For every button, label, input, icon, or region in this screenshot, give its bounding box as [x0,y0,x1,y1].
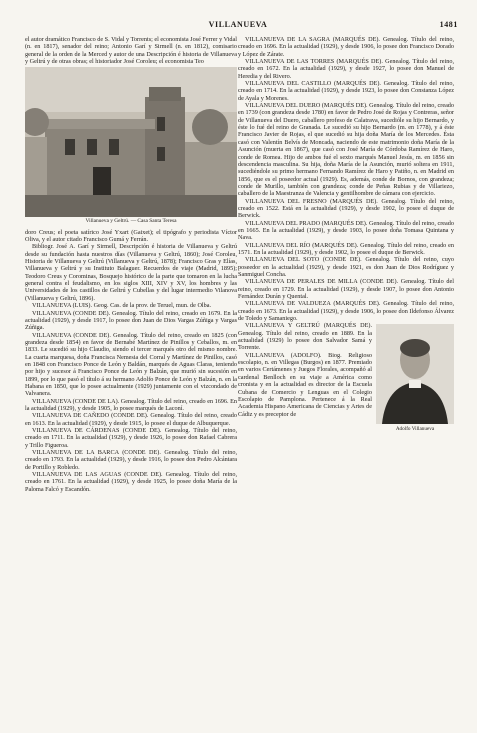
page-title: VILLANUEVA [208,20,268,29]
paragraph: VILLANUEVA (CONDE DE LA). Genealog. Título del reino, creado en 1696. En la actualidad (1929), y desde 1905, lo posee marqués de Laconí. [25,397,237,412]
paragraph: VILLANUEVA (LUIS). Geog. Cas. de la prov. de Teruel, mun. de Olba. [32,302,212,310]
figure-caption: Villanueva y Geltrú. — Casa Santa Teresa [85,218,177,225]
photo-building [25,67,237,217]
paragraph: VILLANUEVA (ADOLFO). Biog. Religioso escolapio, n. en Villegas (Burgos) en 1877. Premiado en varios Certámenes y Juegos Florales, acompañó al cardenal Benlloch en su viaje a América como cronista y en la actualidad es director de la Escuela Cubana de Comercio y Lenguas en el Colegio Escolapio de Pamplona. Pertenece á la Real Academia Hispano Americana de Ciencias y Artes de Cádiz y es preceptor de [238,351,372,418]
portrait-photo [376,324,454,424]
portrait-caption: Adolfo Villanueva [395,426,435,433]
paragraph: VILLANUEVA DEL PRADO (MARQUÉS DE). Genealog. Título del reino, creado en 1665. En la actualidad (1929), y desde 1903, lo posee doña Tomasa Quintana y Nava. [238,219,454,242]
left-column [25,36,237,493]
paragraph: VILLANUEVA DE CAÑEDO (CONDE DE). Genealog. Título del reino, creado en 1613. En la actualidad (1929), y desde 1915, lo posee el duque de Albuquerque. [25,412,237,427]
paragraph: VILLANUEVA DEL DUERO (MARQUÉS DE). Genealog. Título del reino, creado en 1739 (con grandeza desde 1780) en favor de Pedro José de Rojas y Contreras, señor de Villanueva del Duero, caballero profeso de Calatrava, sucedióle su hijo Bernardo, y éste lo fué del reino de Granada. Le sucedió su hijo Bernardo (m. en 1778), y á éste Francisco Javier de Rojas, el que sucedió su hija doña María de los Mercedes. Ésta casó con Valentín Belvís de Moncada, naciendo de este matrimonio doña María de la Asunción (muerta en 1867), que casó con José María de Córdoba Ramírez de Haro, conde de Romea. Hijo de ambos fué el sexto marqués Manuel Jesús, m. en 1856 sin descendencia masculina. Su hija, doña María de la Asunción, murió soltera en 1911, sucediéndole su primo hermano Fernando Ramírez de Haro y Patiño, n. en Madrid en 1856, que es el poseedor actual (1929). Es, además, conde de Bornos, con grandeza; conde de Murillo, también con grandeza; conde de Peñas Rubias y de Villariezo, caballero de la Maestranza de Valencia y gentilhombre de cámara con ejercicio. [238,102,454,198]
paragraph: VILLANUEVA DEL RÍO (MARQUÉS DE). Genealog. Título del reino, creado en 1571. En la actualidad (1929), y desde 1902, lo posee el duque de Berwick. [238,241,454,256]
paragraph: VILLANUEVA DE LA SAGRA (MARQUÉS DE). Genealog. Título del reino, creado en 1696. En la actualidad (1929), y desde 1906, lo posee don Francisco Dorado y López de Zárate. [238,36,454,58]
paragraph: VILLANUEVA DE PERALES DE MILLA (CONDE DE). Genealog. Título del reino, creado en 1729. En la actualidad (1929), y desde 1907, lo posee don Antonio Fernández Durán y Quental. [238,278,454,301]
paragraph: VILLANUEVA Y GELTRÚ (MARQUÉS DE). Genealog. Título del reino, creado en 1889. En la actualidad (1929) lo posee don Salvador Samá y Torrente. [238,322,372,352]
paragraph: VILLANUEVA DE LA BARCA (CONDE DE). Genealog. Título del reino, creado en 1793. En la actualidad (1929), y desde 1916, lo posee don Pedro Alcántara de Portillo y Robledo. [25,449,237,471]
page-header [18,20,458,32]
paragraph: doro Creus; el poeta satírico José Yxart (Gaixet); el tipógrafo y periodista Víctor Oliva, y el autor citado Francisco Gumá y Ferrán. [25,228,237,244]
paragraph: VILLANUEVA (CONDE DE). Genealog. Título del reino, creado en 1825 (con grandeza desde 1854) en favor de Bernabé Martínez de Pinillos y Ceballos, m. en 1833. Le sucedió su hijo Claudio, siendo el tercer marqués otro del mismo nombre. La cuarta marquesa, doña Francisca Nemesia del Corral y Martínez de Pinillos, casó en 1848 con Francisco Ponce de León y Baldán, marqués de Aguas Claras, teniendo por hijo y sucesor á Francisco Ponce de León y Balzán, que murió sin sucesión en 1899, por lo que pasó el título á su hermano Adolfo Ponce de León y Balzán, n. en la Habana en 1850, que lo posee actualmente (1929) juntamente con el vizcondado de Valvanera. [25,331,237,398]
paragraph: VILLANUEVA (CONDE DE). Genealog. Título del reino, creado en 1679. En la actualidad (1929), y desde 1917, lo posee don Juan de Dios Vargas Zúñiga y Vargas Zúñiga. [25,309,237,332]
paragraph: Bibliogr. José A. Garí y Sirmell, Descripción é historia de Villanueva y Geltrú desde su fundación hasta nuestros días (Villanueva y Geltrú, 1860); José Coroleu, Historia de Villanueva y Geltrú (Villanueva y Geltrú, 1878); Francisco Gras y Elías, Villanueva y Geltrú y su Instituto Balaguer. Recuerdos de viaje (Madrid, 1895); Teodoro Creus y Corominas, Bosquejo histórico de la parte que tomaron en la lucha general contra el feudalismo, en los siglos XIII, XIV y XV, los hombres y las Universidades de los castillos de Geltrú y Cubellas y del lugar intermedio Vilanova (Villanueva y Geltrú, 1896). [25,243,237,302]
paragraph: VILLANUEVA DE CÁRDENAS (CONDE DE). Genealog. Título del reino, creado en 1711. En la actualidad (1929), y desde 1926, lo posee don Rafael Cabrera y Trillo Figueroa. [25,427,237,449]
figure-casa-santa-teresa [25,67,237,225]
paragraph: el autor dramático Francisco de S. Vidal y Torrents; el economista José Ferrer y Vidal (n. en 1817), senador del reino; Antonio Garí y Sirmell (n. en 1812), comisario general de la orden de la Merced y autor de una Descripción é historia de Villanueva y Geltrú y de otras obras; el historiador José Coroleu; el economista Teo [25,36,237,66]
page-number: 1481 [439,20,458,29]
building-illustration [25,67,237,217]
portrait-illustration [376,324,454,424]
paragraph: VILLANUEVA DEL FRESNO (MARQUÉS DE). Genealog. Título del reino, creado en 1522. Está en la actualidad (1929), y desde 1902, lo posee el duque de Berwick. [238,197,454,220]
paragraph: VILLANUEVA DE LAS AGUAS (CONDE DE). Genealog. Título del reino, creado en 1761. En la actualidad (1929), y desde 1925, lo posee doña María de la Paloma Falcó y Escandón. [25,471,237,493]
paragraph: VILLANUEVA DEL CASTILLO (MARQUÉS DE). Genealog. Título del reino, creado en 1714. En la actualidad (1929), y desde 1923, lo posee don Constanza López de Ayala y Morenes. [238,80,454,102]
right-column [238,36,454,436]
paragraph: VILLANUEVA DE VALDUEZA (MARQUÉS DE). Genealog. Título del reino, creado en 1673. En la actualidad (1929), y desde 1906, lo posee don Ildefonso Álvarez de Toledo y Samaniego. [238,300,454,323]
paragraph: VILLANUEVA DEL SOTO (CONDE DE). Genealog. Título del reino, cuyo poseedor en la actualidad (1929), y desde 1921, es don Juan de Dios Rodríguez y Sanmiguel Concha. [238,256,454,278]
portrait-figure [376,324,454,433]
paragraph: VILLANUEVA DE LAS TORRES (MARQUÉS DE). Genealog. Título del reino, creado en 1672. En la actualidad (1929), y desde 1927, lo posee don Manuel de Heredia y del Rivero. [238,58,454,80]
